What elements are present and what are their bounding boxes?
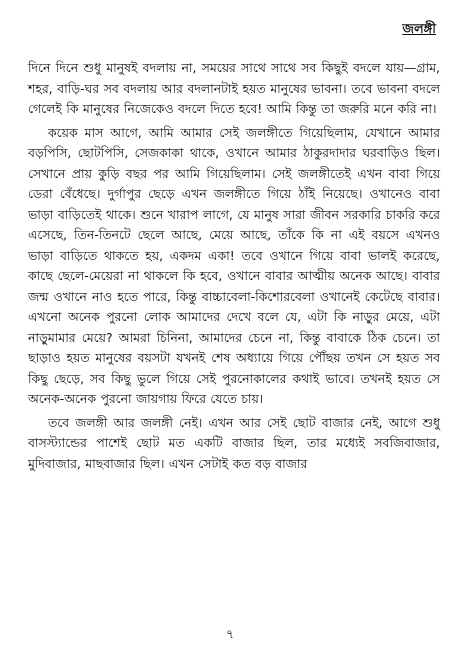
paragraph-1: দিনে দিনে শুধু মানুষই বদলায় না, সময়ের সাথে সাথে সব কিছুই বদলে যায়—গ্রাম, শহর, বাড়ি-ঘর সব বদলায় আর বদলানটাই হয়ত মানুষের ভাবনা। তবে ভাবনা বদলে গেলেই কি মানুষের নিজেকেও বদলে দিতে হবে! আমি কিন্তু তা জরুরি মনে করি না। [28,60,440,116]
paragraph-2: কয়েক মাস আগে, আমি আমার সেই জলঙ্গীতে গিয়েছিলাম, যেখানে আমার বড়পিসি, ছোটপিসি, সেজকাকা থাকে, ওখানে আমার ঠাকুরদাদার ঘরবাড়িও ছিল। সেখানে প্রায় কুড়ি বছর পর আমি গিয়েছিলাম। সেই জলঙ্গীতেই এখন বাবা গিয়ে ডেরা বেঁধেছে। দুর্গাপুর ছেড়ে এখন জলঙ্গীতে গিয়ে ঠাঁই নিয়েছে। ওখানেও বাবা ভাড়া বাড়িতেই থাকে। শুনে খারাপ লাগে, যে মানুষ সারা জীবন সরকারি চাকরি করে এসেছে, তিন-তিনটে ছেলে আছে, মেয়ে আছে, তাঁকে কি না এই বয়সে এখনও ভাড়া বাড়িতে থাকতে হয়, একদম একা! তবে ওখানে গিয়ে বাবা ভালই করেছে, কাছে ছেলে-মেয়েরা না থাকলে কি হবে, ওখানে বাবার আত্মীয় অনেক আছে। বাবার জন্ম ওখানে নাও হতে পারে, কিন্তু বাচ্চাবেলা-কিশোরবেলা ওখানেই কেটেছে বাবার। এখনো অনেক পুরনো লোক আমাদের দেখে বলে যে, এটা কি নাড়ুর মেয়ে, এটা নাড়ুমামার মেয়ে? আমরা চিনিনা, আমাদের চেনে না, কিন্তু বাবাকে ঠিক চেনে। তা ছাড়াও হয়ত মানুষের বয়সটা যখনই শেষ অধ্যায়ে গিয়ে পৌঁছয় তখন সে হয়ত সব কিছু ছেড়ে, সব কিছু ভুলে গিয়ে সেই পুরনোকালের কথাই ভাবে। তখনই হয়ত সে অনেক-অনেক পুরনো জায়গায় ফিরে যেতে চায়। [28,124,440,406]
paragraph-3: তবে জলঙ্গী আর জলঙ্গী নেই। এখন আর সেই ছোট বাজার নেই, আগে শুধু বাসস্ট্যান্ডের পাশেই ছোট মত একটি বাজার ছিল, তার মধ্যেই সবজিবাজার, মুদিবাজার, মাছবাজার ছিল। এখন সেটাই কত বড় বাজার [28,414,440,471]
body-text [28,58,440,474]
page-number: ৭ [226,627,234,641]
running-title: জলঙ্গী [402,22,436,37]
